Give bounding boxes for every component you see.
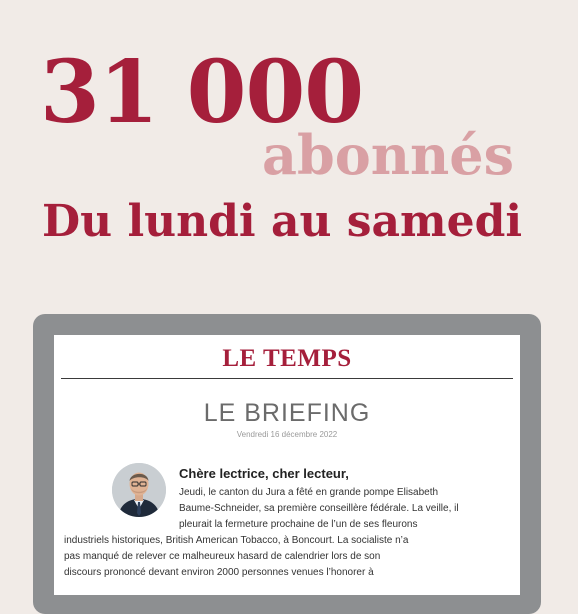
body-line: Jeudi, le canton du Jura a fêté en grande pompe Elisabeth [179,487,439,498]
greeting: Chère lectrice, cher lecteur, [179,466,349,481]
schedule-text: Du lundi au samedi [42,196,523,247]
newsletter-preview [54,335,520,595]
article-body [64,485,504,581]
subscriber-count: 31 000 [40,42,364,143]
subscriber-label: abonnés [262,123,515,187]
newsletter-title: LE BRIEFING [203,399,371,427]
newsletter-date: Vendredi 16 décembre 2022 [236,430,338,439]
masthead-logo: LE TEMPS [222,345,352,372]
body-line: Baume-Schneider, sa première conseillère fédérale. La veille, il [179,503,459,514]
masthead-divider [61,378,513,379]
body-line: pas manqué de relever ce malheureux hasard de calendrier lors de son [64,551,381,562]
body-line: pleurait la fermeture prochaine de l’un de ses fleurons [179,519,418,530]
body-line: discours prononcé devant environ 2000 personnes venues l’honorer à [64,567,374,578]
body-line: industriels historiques, British American Tobacco, à Boncourt. La socialiste n’a [64,535,409,546]
